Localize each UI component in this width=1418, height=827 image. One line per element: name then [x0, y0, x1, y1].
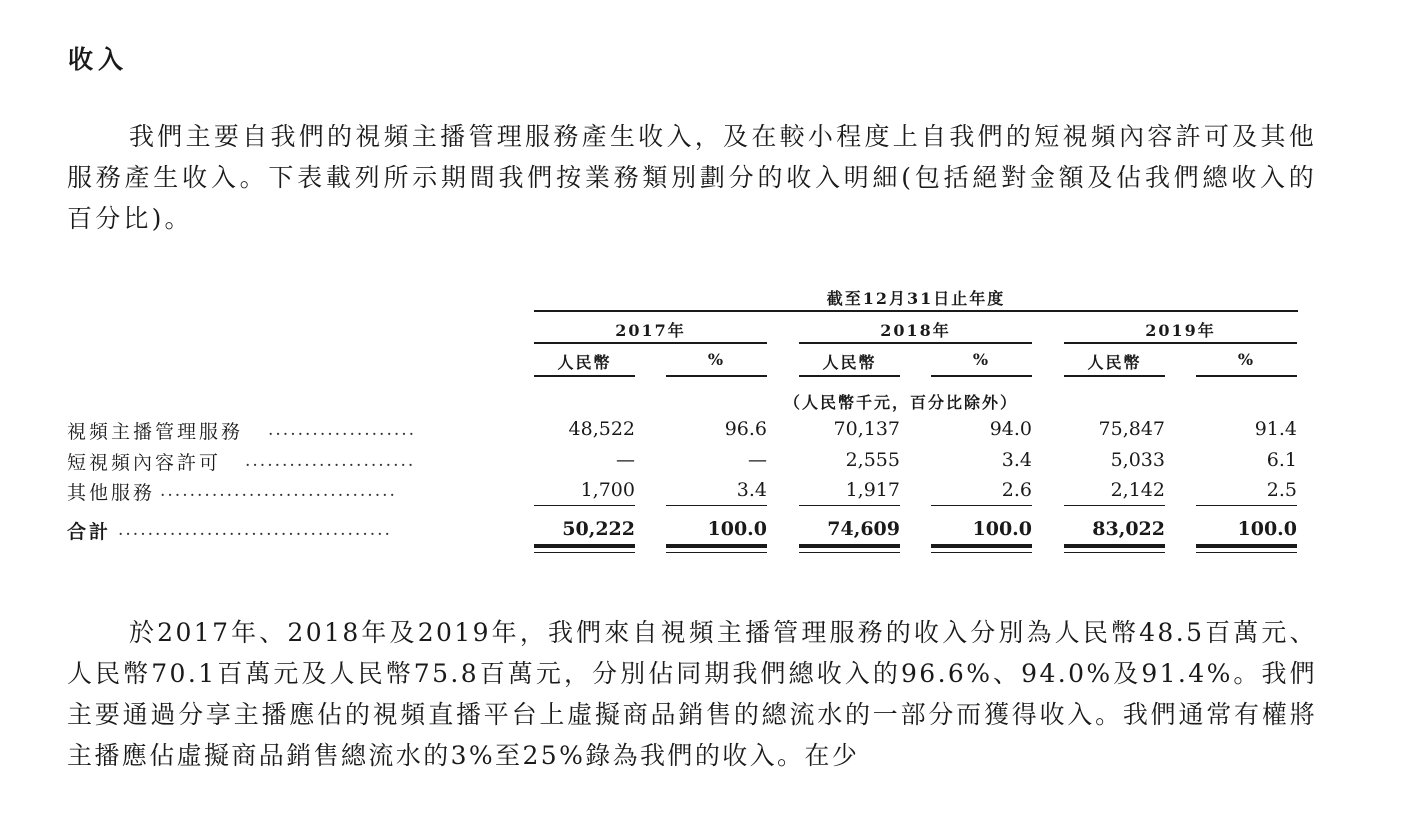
leader-dots: ................................ [160, 481, 397, 501]
sub-header-rule [1064, 375, 1165, 377]
subtotal-rule [1196, 505, 1297, 506]
total-cell: 100.0 [1237, 518, 1297, 540]
table-cell: 1,917 [845, 479, 900, 501]
total-double-rule [1196, 552, 1297, 553]
total-double-rule [931, 544, 1032, 548]
analysis-paragraph: 於2017年、2018年及2019年，我們來自視頻主播管理服務的收入分別為人民幣48.5百萬元、人民幣70.1百萬元及人民幣75.8百萬元，分別佔同期我們總收入的96.6%、94.0%及91.4%。我們主要通過分享主播應佔的視頻直播平台上虛擬商品銷售的總流水的一部分而獲得收入。我們通常有權將主播應佔虛擬商品銷售總流水的3%至25%錄為我們的收入。在少 [67, 618, 1317, 770]
table-cell: 75,847 [1098, 418, 1165, 440]
sub-header-pct: % [1237, 350, 1256, 369]
total-double-rule [534, 552, 635, 553]
row-label: 視頻主播管理服務 [67, 421, 244, 443]
section-heading: 收入 [68, 45, 129, 74]
subtotal-rule [1064, 505, 1165, 506]
total-cell: 83,022 [1092, 518, 1165, 540]
table-cell: 2.6 [1001, 479, 1032, 501]
leader-dots: ..................................... [118, 520, 392, 540]
sub-header-rule [666, 375, 767, 377]
sub-header-rule [534, 375, 635, 377]
table-cell: 48,522 [568, 418, 635, 440]
total-double-rule [1064, 544, 1165, 548]
subtotal-rule [931, 505, 1032, 506]
sub-header-rule [931, 375, 1032, 377]
subtotal-rule [666, 505, 767, 506]
table-cell: 91.4 [1254, 418, 1297, 440]
subtotal-rule [534, 505, 635, 506]
year-header-2018: 2018年 [880, 321, 951, 340]
period-header: 截至12月31日止年度 [826, 289, 1006, 308]
total-label: 合計 [67, 521, 112, 543]
year-rule [1064, 342, 1297, 344]
row-label: 短視頻內容許可 [67, 452, 222, 474]
sub-header-rule [1196, 375, 1297, 377]
total-double-rule [931, 552, 1032, 553]
total-cell: 100.0 [972, 518, 1032, 540]
total-cell: 74,609 [827, 518, 900, 540]
year-rule [534, 342, 767, 344]
year-header-2017: 2017年 [615, 321, 686, 340]
table-cell: 70,137 [833, 418, 900, 440]
table-cell: — [616, 449, 635, 471]
sub-header-pct: % [972, 350, 991, 369]
table-cell: 3.4 [1001, 449, 1032, 471]
period-rule [534, 310, 1298, 312]
year-header-2019: 2019年 [1145, 321, 1216, 340]
leader-dots: .................... [268, 420, 417, 440]
table-cell: 5,033 [1110, 449, 1165, 471]
table-cell: — [748, 449, 767, 471]
sub-header-rmb: 人民幣 [557, 353, 612, 372]
sub-header-rmb: 人民幣 [822, 353, 877, 372]
table-cell: 2,555 [845, 449, 900, 471]
table-cell: 3.4 [736, 479, 767, 501]
total-double-rule [666, 552, 767, 553]
subtotal-rule [799, 505, 900, 506]
total-double-rule [666, 544, 767, 548]
table-cell: 96.6 [724, 418, 767, 440]
table-cell: 1,700 [580, 479, 635, 501]
unit-note: （人民幣千元，百分比除外） [784, 393, 1019, 412]
total-cell: 100.0 [707, 518, 767, 540]
total-cell: 50,222 [562, 518, 635, 540]
table-cell: 6.1 [1266, 449, 1297, 471]
table-cell: 2.5 [1266, 479, 1297, 501]
total-double-rule [799, 544, 900, 548]
table-cell: 94.0 [989, 418, 1032, 440]
table-cell: 2,142 [1110, 479, 1165, 501]
total-double-rule [534, 544, 635, 548]
total-double-rule [799, 552, 900, 553]
row-label: 其他服務 [67, 482, 156, 504]
sub-header-rule [799, 375, 900, 377]
total-double-rule [1064, 552, 1165, 553]
sub-header-rmb: 人民幣 [1087, 353, 1142, 372]
intro-paragraph: 我們主要自我們的視頻主播管理服務產生收入，及在較小程度上自我們的短視頻內容許可及其他服務產生收入。下表載列所示期間我們按業務類別劃分的收入明細(包括絕對金額及佔我們總收入的百分比)。 [67, 122, 1317, 233]
sub-header-pct: % [707, 350, 726, 369]
total-double-rule [1196, 544, 1297, 548]
year-rule [799, 342, 1032, 344]
leader-dots: ....................... [245, 451, 416, 471]
